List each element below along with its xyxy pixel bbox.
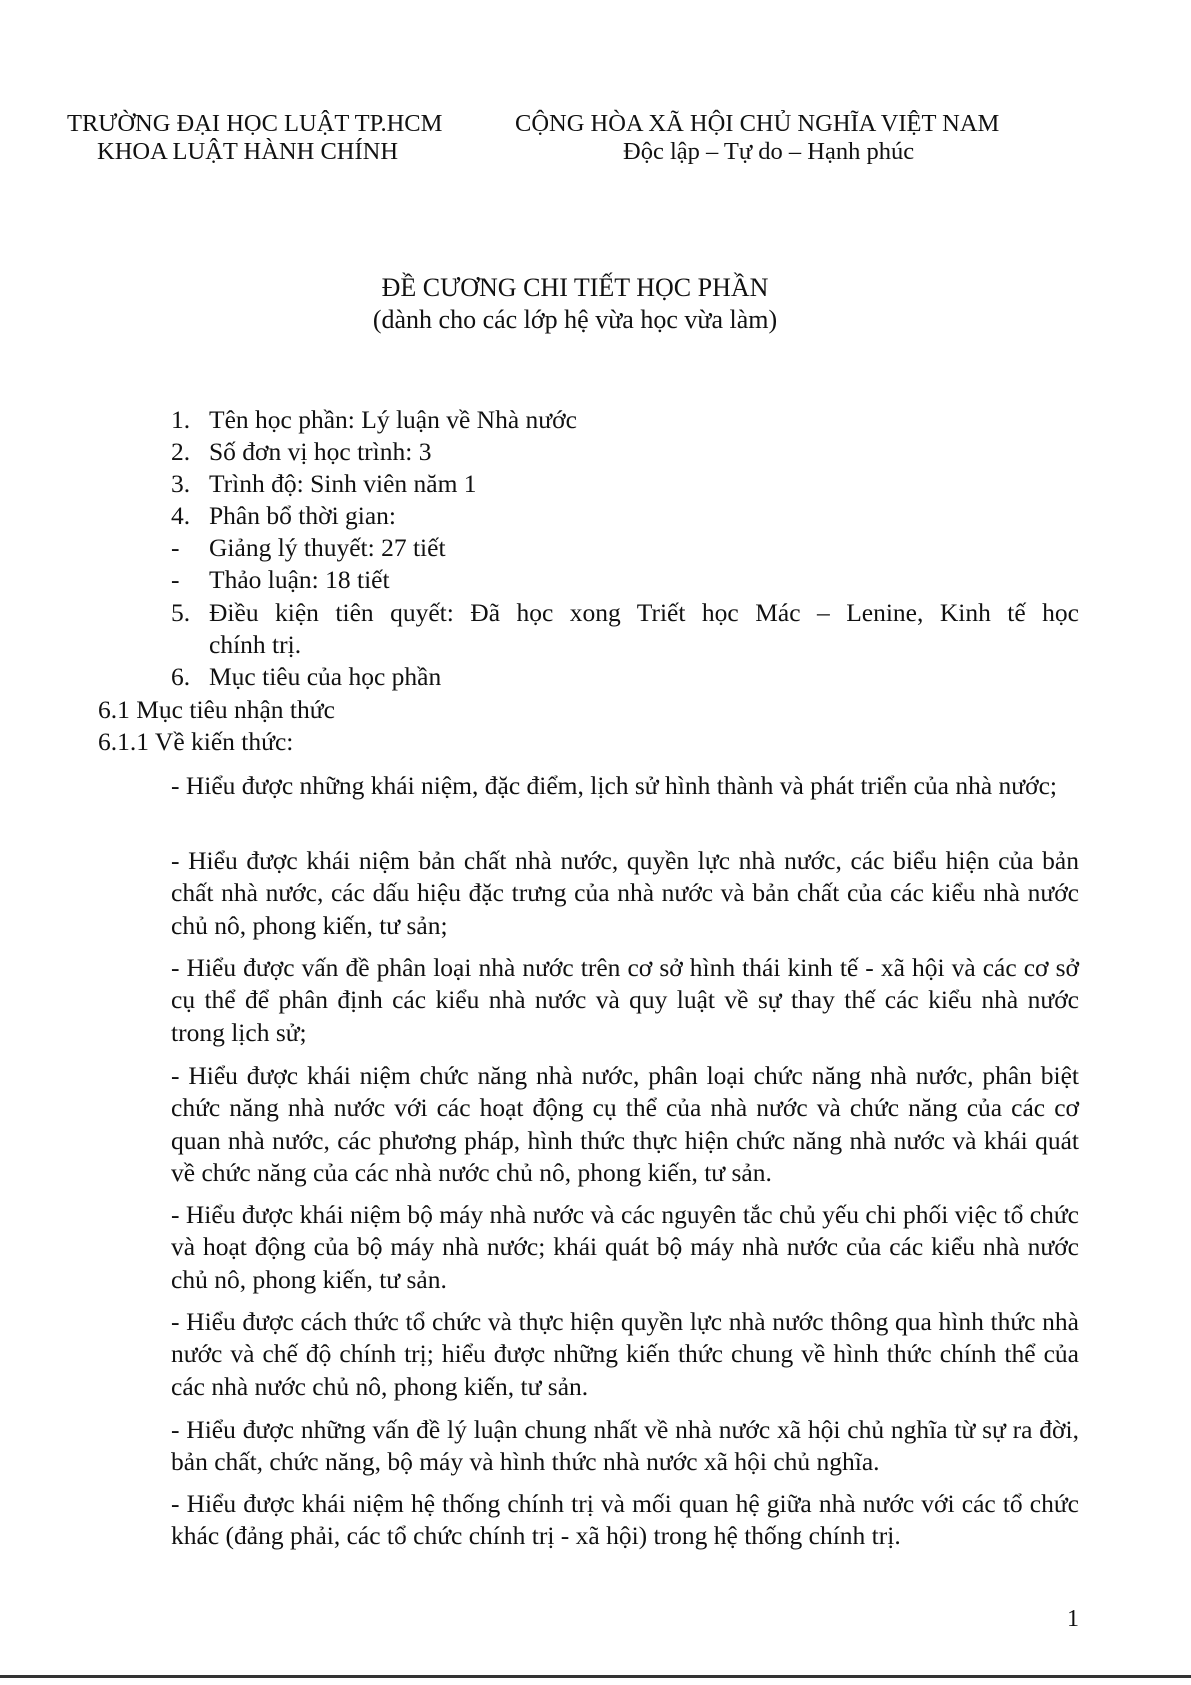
- dash-mark: -: [171, 565, 180, 594]
- item-text: Tên học phần: Lý luận về Nhà nước: [209, 405, 577, 434]
- document-subtitle: (dành cho các lớp hệ vừa học vừa làm): [372, 305, 778, 334]
- item-number: 1.: [171, 405, 191, 434]
- item-text: chính trị.: [209, 630, 302, 659]
- school-name: TRƯỜNG ĐẠI HỌC LUẬT TP.HCM: [67, 110, 443, 137]
- item-number: 3.: [171, 469, 191, 498]
- item-number: 4.: [171, 501, 191, 530]
- prerequisite-line-1: Điều kiện tiên quyết: Đã học xong Triết học Mác – Lenine, Kinh tế học: [209, 598, 1079, 627]
- faculty-name: KHOA LUẬT HÀNH CHÍNH: [97, 138, 399, 165]
- item-text: Mục tiêu của học phần: [209, 662, 442, 691]
- footer-rule: [0, 1675, 1191, 1678]
- country-name: CỘNG HÒA XÃ HỘI CHỦ NGHĨA VIỆT NAM: [515, 110, 1000, 137]
- national-motto: Độc lập – Tự do – Hạnh phúc: [623, 138, 915, 165]
- item-number: 5.: [171, 598, 191, 627]
- paragraph-8: - Hiểu được khái niệm hệ thống chính trị và mối quan hệ giữa nhà nước với các tổ chức khác (đảng phải, các tổ chức chính trị - xã hội) trong hệ thống chính trị.: [171, 1489, 1079, 1551]
- page-number: 1: [1067, 1606, 1079, 1632]
- paragraph-1: - Hiểu được những khái niệm, đặc điểm, lịch sử hình thành và phát triển của nhà nước;: [171, 771, 1057, 800]
- paragraph-6: - Hiểu được cách thức tổ chức và thực hiện quyền lực nhà nước thông qua hình thức nhà nước và chế độ chính trị; hiểu được những kiến thức chung về hình thức chính thể của các nhà nước chủ nô, phong kiến, tư sản.: [171, 1307, 1079, 1401]
- paragraph-4: - Hiểu được khái niệm chức năng nhà nước, phân loại chức năng nhà nước, phân biệt chức năng nhà nước với các hoạt động cụ thể của nhà nước và chức năng của các cơ quan nhà nước, các phương pháp, hình thức thực hiện chức năng nhà nước và khái quát về chức năng của các nhà nước chủ nô, phong kiến, tư sản.: [171, 1061, 1079, 1188]
- item-number: 2.: [171, 437, 191, 466]
- item-text: Thảo luận: 18 tiết: [209, 565, 390, 594]
- item-number: 6.: [171, 662, 191, 691]
- section-heading-6-1-1: 6.1.1 Về kiến thức:: [98, 727, 294, 756]
- section-heading-6-1: 6.1 Mục tiêu nhận thức: [98, 695, 335, 724]
- item-text: Giảng lý thuyết: 27 tiết: [209, 533, 446, 562]
- item-text: Phân bổ thời gian:: [209, 501, 397, 530]
- paragraph-7: - Hiểu được những vấn đề lý luận chung nhất về nhà nước xã hội chủ nghĩa từ sự ra đời, bản chất, chức năng, bộ máy và hình thức nhà nước xã hội chủ nghĩa.: [171, 1415, 1079, 1477]
- paragraph-5: - Hiểu được khái niệm bộ máy nhà nước và các nguyên tắc chủ yếu chi phối việc tổ chức và hoạt động của bộ máy nhà nước; khái quát bộ máy nhà nước của các kiểu nhà nước chủ nô, phong kiến, tư sản.: [171, 1200, 1079, 1294]
- item-text: Số đơn vị học trình: 3: [209, 437, 432, 466]
- dash-mark: -: [171, 533, 180, 562]
- item-text: Trình độ: Sinh viên năm 1: [209, 469, 477, 498]
- paragraph-2: - Hiểu được khái niệm bản chất nhà nước, quyền lực nhà nước, các biểu hiện của bản chất nhà nước, các dấu hiệu đặc trưng của nhà nước và bản chất của các kiểu nhà nước chủ nô, phong kiến, tư sản;: [171, 846, 1079, 940]
- paragraph-3: - Hiểu được vấn đề phân loại nhà nước trên cơ sở hình thái kinh tế - xã hội và các cơ sở cụ thể để phân định các kiểu nhà nước và quy luật về sự thay thế các kiểu nhà nước trong lịch sử;: [171, 953, 1079, 1047]
- document-title: ĐỀ CƯƠNG CHI TIẾT HỌC PHẦN: [381, 273, 769, 302]
